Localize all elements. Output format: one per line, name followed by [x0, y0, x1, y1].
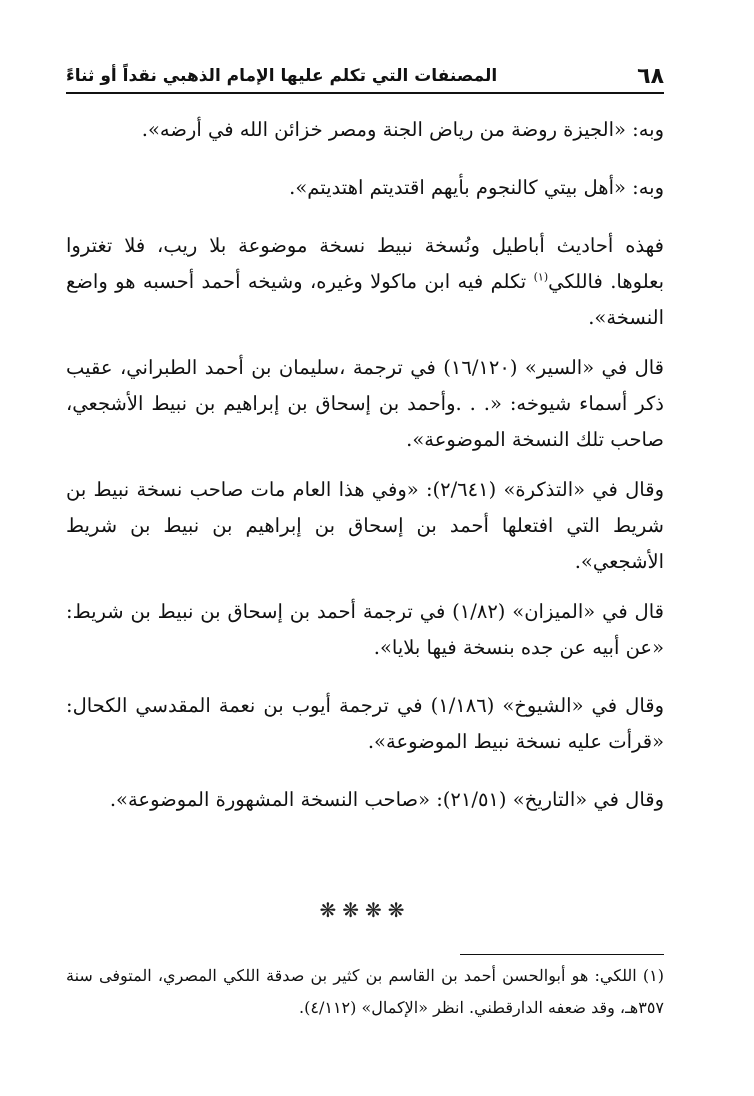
paragraph-5: وقال في «التذكرة» (٢/٦٤١): «وفي هذا العام مات صاحب نسخة نبيط بن شريط التي افتعلها أحمد بن إسحاق بن إبراهيم بن نبيط بن شريط الأشجعي». [66, 478, 664, 573]
footnote-1: (١) اللكي: هو أبوالحسن أحمد بن القاسم بن كثير بن صدقة اللكي المصري، المتوفى سنة ٣٥٧هـ، وقد ضعفه الدارقطني. انظر «الإكمال» (٤/١١٢). [66, 966, 664, 1017]
page-header [66, 60, 664, 94]
paragraph-3 [66, 228, 664, 336]
paragraph-8: وقال في «التاريخ» (٢١/٥١): «صاحب النسخة المشهورة الموضوعة». [109, 788, 664, 811]
footnote-separator [460, 954, 664, 955]
paragraph-6: قال في «الميزان» (١/٨٢) في ترجمة أحمد بن إسحاق بن نبيط بن شريط: «عن أبيه عن جده بنسخة فيها بلايا». [66, 600, 664, 659]
paragraph-3-part-2: تكلم فيه ابن ماكولا وغيره، وشيخه أحمد أحسبه هو واضع النسخة». [66, 270, 664, 329]
page-number: ٦٨ [637, 63, 664, 89]
paragraph-4: قال في «السير» (١٦/١٢٠) في ترجمة ،سليمان بن أحمد الطبراني، عقيب ذكر أسماء شيوخه: «. . .وأحمد بن إسحاق بن إبراهيم بن نبيط الأشجعي، صاحب تلك النسخة الموضوعة». [66, 356, 664, 451]
paragraph-7: وقال في «الشيوخ» (١/١٨٦) في ترجمة أيوب بن نعمة المقدسي الكحال: «قرأت عليه نسخة نبيط الموضوعة». [66, 694, 664, 753]
paragraph-2: وبه: «أهل بيتي كالنجوم بأيهم اقتديتم اهتديتم». [289, 176, 664, 199]
paragraph-1: وبه: «الجيزة روضة من رياض الجنة ومصر خزائن الله في أرضه». [141, 118, 664, 141]
paragraph-3-part-1: فهذه أحاديث أباطيل ونُسخة نبيط نسخة موضوعة بلا ريب، فلا تغتروا بعلوها. فاللكي [66, 234, 664, 293]
section-ornament: ❋❋❋❋ [319, 898, 411, 922]
footnote-reference[interactable]: (١) [533, 270, 549, 284]
running-title: المصنفات التي تكلم عليها الإمام الذهبي نقداً أو ثناءً [66, 66, 498, 86]
